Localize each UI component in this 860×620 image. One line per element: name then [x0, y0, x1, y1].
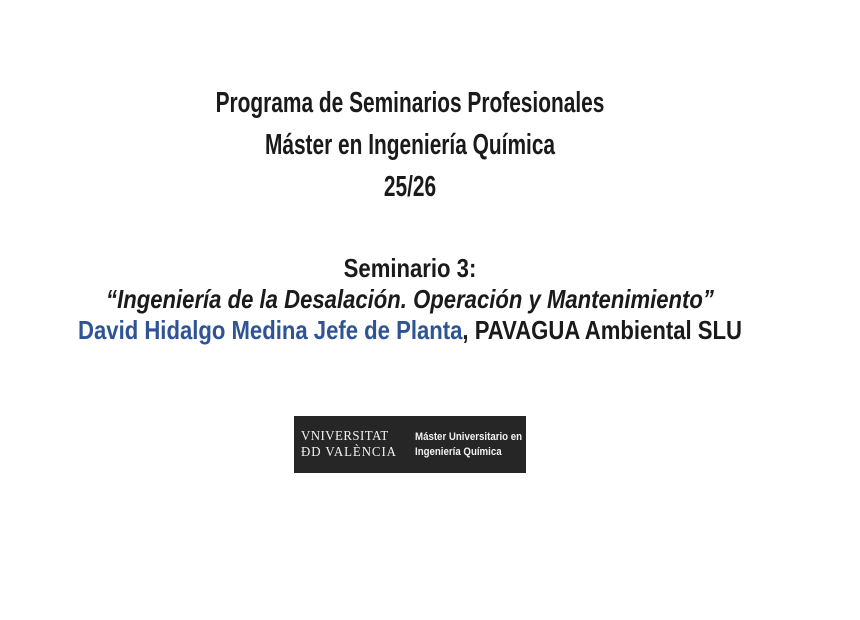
academic-year: 25/26	[383, 171, 437, 203]
seminar-topic: “Ingeniería de la Desalación. Operación y Mantenimiento”	[106, 284, 714, 314]
seminar-block	[0, 253, 820, 346]
universitat-valencia-logo	[294, 416, 526, 473]
speaker-line	[62, 315, 759, 346]
seminar-heading: Seminario 3:	[343, 253, 477, 283]
title-block	[0, 82, 820, 208]
speaker-affiliation: , PAVAGUA Ambiental SLU	[462, 315, 742, 345]
logo-university-line2: ĐD VALÈNCIA	[301, 444, 397, 460]
master-title: Máster en Ingeniería Química	[264, 129, 556, 161]
universitat-valencia-wordmark	[301, 429, 397, 461]
speaker-name: David Hidalgo Medina Jefe de Planta	[78, 315, 463, 345]
master-program-label	[415, 430, 522, 460]
logo-program-line1: Máster Universitario en	[415, 430, 523, 443]
logo-university-line1: VNIVERSITAT	[301, 428, 389, 444]
program-title: Programa de Seminarios Profesionales	[215, 87, 605, 119]
logo-program-line2: Ingeniería Química	[415, 445, 502, 458]
